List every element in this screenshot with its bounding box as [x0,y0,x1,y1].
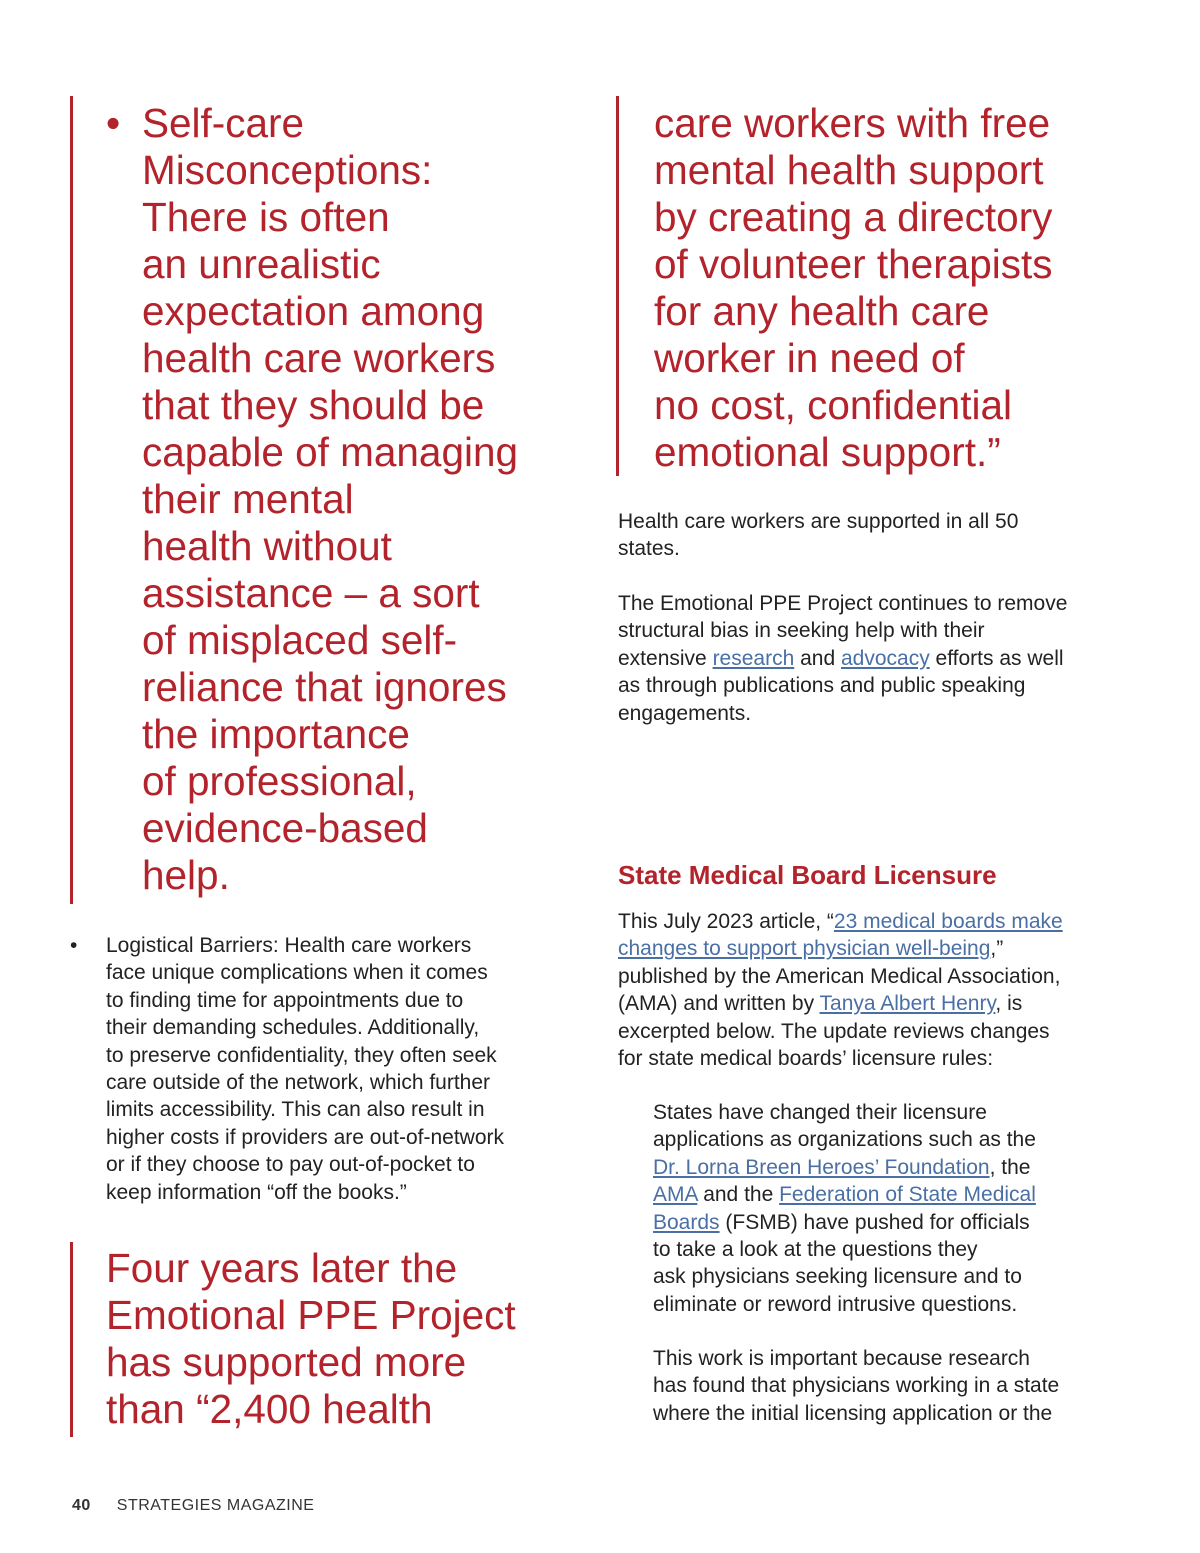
paragraph-article [618,908,1158,1072]
pull-quote-rule-left-top [70,96,73,904]
article-link[interactable]: 23 medical boards make changes to support physician well-being [618,910,1063,961]
logistical-barriers-bullet [70,932,590,1206]
paragraph-states: Health care workers are supported in all 50 states. [618,510,1019,561]
page-number: 40 [72,1497,91,1514]
ama-link[interactable]: AMA [653,1183,698,1207]
paragraph-project-text-1: The Emotional PPE Project continues to remove structural bias in seeking help with their extensive [618,592,1068,670]
blockquote-states [653,1099,1163,1318]
page-footer [72,1497,314,1515]
blockquote-states-text-3: and the [697,1183,780,1207]
blockquote-states-text-1: States have changed their licensure applications as organizations such as the [653,1101,1036,1152]
paragraph-article-text-3: , is excerpted below. The update reviews changes for state medical boards’ licensure rules: [618,992,1050,1071]
research-link[interactable]: research [712,646,795,670]
pull-quote-rule-right [616,96,619,476]
paragraph-project [618,590,1158,727]
fsmb-link[interactable]: Federation of State Medical Boards [653,1183,1036,1234]
bullet-dot-icon: • [106,100,121,146]
breen-foundation-link[interactable]: Dr. Lorna Breen Heroes’ Foundation [653,1155,990,1179]
self-care-misconceptions-text: Self-care Misconceptions: There is often an unrealistic expectation among health care workers that they should be capable of managing their mental health without assistance – a sort of misplaced self- reliance that ignores the importance of professional, evidence-based help. [142,100,519,898]
advocacy-link[interactable]: advocacy [840,646,930,670]
paragraph-article-text-1: This July 2023 article, “ [618,910,834,933]
pull-quote-rule-left-bottom [70,1242,73,1437]
pull-quote-top: care workers with free mental health support by creating a directory of volunteer therapists for any health care worker in need of no cost, confidential emotional support.” [654,100,1053,475]
publication-name: STRATEGIES MAGAZINE [116,1497,315,1514]
section-heading: State Medical Board Licensure [618,860,997,890]
logistical-barriers-text: Logistical Barriers: Health care workers face unique complications when it comes to finding time for appointments due to their demanding schedules. Additionally, to preserve confidentiality, they often seek care outside of the network, which further limits accessibility. This can also result in higher costs if providers are out-of-network or if they choose to pay out-of-pocket to keep information “off the books.” [106,934,505,1204]
pull-quote-bottom: Four years later the Emotional PPE Project has supported more than “2,400 health [106,1245,516,1432]
paragraph-project-text-2: and [794,646,841,670]
paragraph-article-text-2: ,” published by the American Medical Association, (AMA) and written by [618,937,1061,1016]
blockquote-work: This work is important because research has found that physicians working in a state where the initial licensing application or the [653,1347,1060,1425]
blockquote-states-text-2: , the [989,1155,1031,1179]
author-link[interactable]: Tanya Albert Henry [819,992,996,1016]
self-care-misconceptions-bullet [106,100,586,899]
blockquote-states-text-4: (FSMB) have pushed for officials to take a look at the questions they ask physicians seeking licensure and to eliminate or reword intrusive questions. [653,1210,1030,1316]
paragraph-project-text-3: efforts as well as through publications and public speaking engagements. [618,646,1064,725]
bullet-dot-icon: • [70,934,78,957]
